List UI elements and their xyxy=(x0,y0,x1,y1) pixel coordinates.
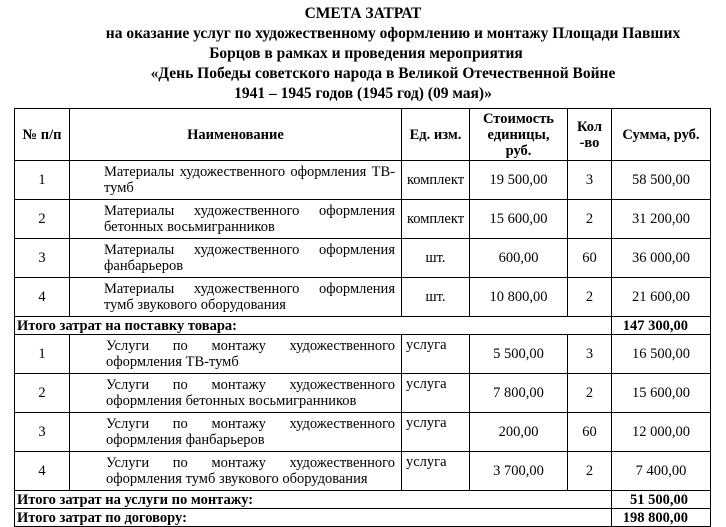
cell-name: Услуги по монтажу художественного оформления тумб звукового оборудования xyxy=(70,452,402,491)
cell-sum: 58 500,00 xyxy=(612,161,711,200)
title-line-1: СМЕТА ЗАТРАТ xyxy=(304,5,422,22)
cell-sum: 15 600,00 xyxy=(612,374,711,413)
cell-name: Услуги по монтажу художественного оформления бетонных восьмигранников xyxy=(70,374,402,413)
table-row xyxy=(15,278,711,317)
cell-name: Материалы художественного оформления ТВ-тумб xyxy=(70,161,402,200)
contract-total-row xyxy=(15,509,711,527)
cell-unit: услуга xyxy=(402,452,470,491)
cell-num: 3 xyxy=(15,239,70,278)
cell-price: 10 800,00 xyxy=(470,278,568,317)
cell-unit: комплект xyxy=(402,200,470,239)
contract-total-value: 198 800,00 xyxy=(612,509,711,527)
cell-qty: 3 xyxy=(568,161,612,200)
cell-sum: 21 600,00 xyxy=(612,278,711,317)
cell-unit: шт. xyxy=(402,278,470,317)
cell-qty: 2 xyxy=(568,200,612,239)
cell-unit: услуга xyxy=(402,413,470,452)
title-line-5: 1941 – 1945 годов (1945 год) (09 мая)» xyxy=(234,85,492,102)
cell-price: 5 500,00 xyxy=(470,335,568,374)
cell-sum: 7 400,00 xyxy=(612,452,711,491)
cell-unit: шт. xyxy=(402,239,470,278)
header-sum: Сумма, руб. xyxy=(612,109,711,161)
cell-num: 4 xyxy=(15,278,70,317)
cell-num: 1 xyxy=(15,161,70,200)
cell-name: Услуги по монтажу художественного оформления ТВ-тумб xyxy=(70,335,402,374)
cell-num: 2 xyxy=(15,200,70,239)
title-line-3: Борцов в рамках и проведения мероприятия xyxy=(209,45,523,62)
cell-price: 600,00 xyxy=(470,239,568,278)
estimate-table xyxy=(14,108,711,527)
cell-sum: 12 000,00 xyxy=(612,413,711,452)
cell-price: 15 600,00 xyxy=(470,200,568,239)
table-row xyxy=(15,374,711,413)
cell-qty: 2 xyxy=(568,374,612,413)
cell-num: 4 xyxy=(15,452,70,491)
header-name: Наименование xyxy=(70,109,402,161)
goods-total-value: 147 300,00 xyxy=(612,317,711,335)
table-row xyxy=(15,413,711,452)
header-num: № п/п xyxy=(15,109,70,161)
header-price: Стоимость единицы, руб. xyxy=(470,109,568,161)
cell-name: Материалы художественного оформления тумб звукового оборудования xyxy=(70,278,402,317)
cell-price: 3 700,00 xyxy=(470,452,568,491)
title-line-2: на оказание услуг по художественному оформлению и монтажу Площади Павших xyxy=(105,25,681,42)
cell-unit: услуга xyxy=(402,335,470,374)
table-row xyxy=(15,200,711,239)
cell-price: 19 500,00 xyxy=(470,161,568,200)
cell-name: Материалы художественного оформления фанбарьеров xyxy=(70,239,402,278)
cell-sum: 36 000,00 xyxy=(612,239,711,278)
cell-qty: 3 xyxy=(568,335,612,374)
contract-total-label: Итого затрат по договору: xyxy=(15,509,612,527)
services-total-row xyxy=(15,491,711,509)
table-row xyxy=(15,239,711,278)
cell-num: 3 xyxy=(15,413,70,452)
cell-num: 1 xyxy=(15,335,70,374)
goods-total-row xyxy=(15,317,711,335)
cell-num: 2 xyxy=(15,374,70,413)
cell-unit: услуга xyxy=(402,374,470,413)
table-row xyxy=(15,161,711,200)
cell-name: Услуги по монтажу художественного оформления фанбарьеров xyxy=(70,413,402,452)
table-row xyxy=(15,335,711,374)
header-unit: Ед. изм. xyxy=(402,109,470,161)
table-row xyxy=(15,452,711,491)
goods-total-label: Итого затрат на поставку товара: xyxy=(15,317,612,335)
cell-sum: 31 200,00 xyxy=(612,200,711,239)
services-total-label: Итого затрат на услуги по монтажу: xyxy=(15,491,612,509)
title-line-4: «День Победы советского народа в Великой Отечественной Войне xyxy=(150,65,616,82)
cell-qty: 60 xyxy=(568,413,612,452)
cell-unit: комплект xyxy=(402,161,470,200)
cell-sum: 16 500,00 xyxy=(612,335,711,374)
services-total-value: 51 500,00 xyxy=(612,491,711,509)
cell-qty: 2 xyxy=(568,452,612,491)
cell-qty: 60 xyxy=(568,239,612,278)
cell-qty: 2 xyxy=(568,278,612,317)
cell-price: 7 800,00 xyxy=(470,374,568,413)
document-title xyxy=(0,4,726,104)
cell-price: 200,00 xyxy=(470,413,568,452)
header-qty: Кол -во xyxy=(568,109,612,161)
table-header-row xyxy=(15,109,711,161)
cell-name: Материалы художественного оформления бетонных восьмигранников xyxy=(70,200,402,239)
